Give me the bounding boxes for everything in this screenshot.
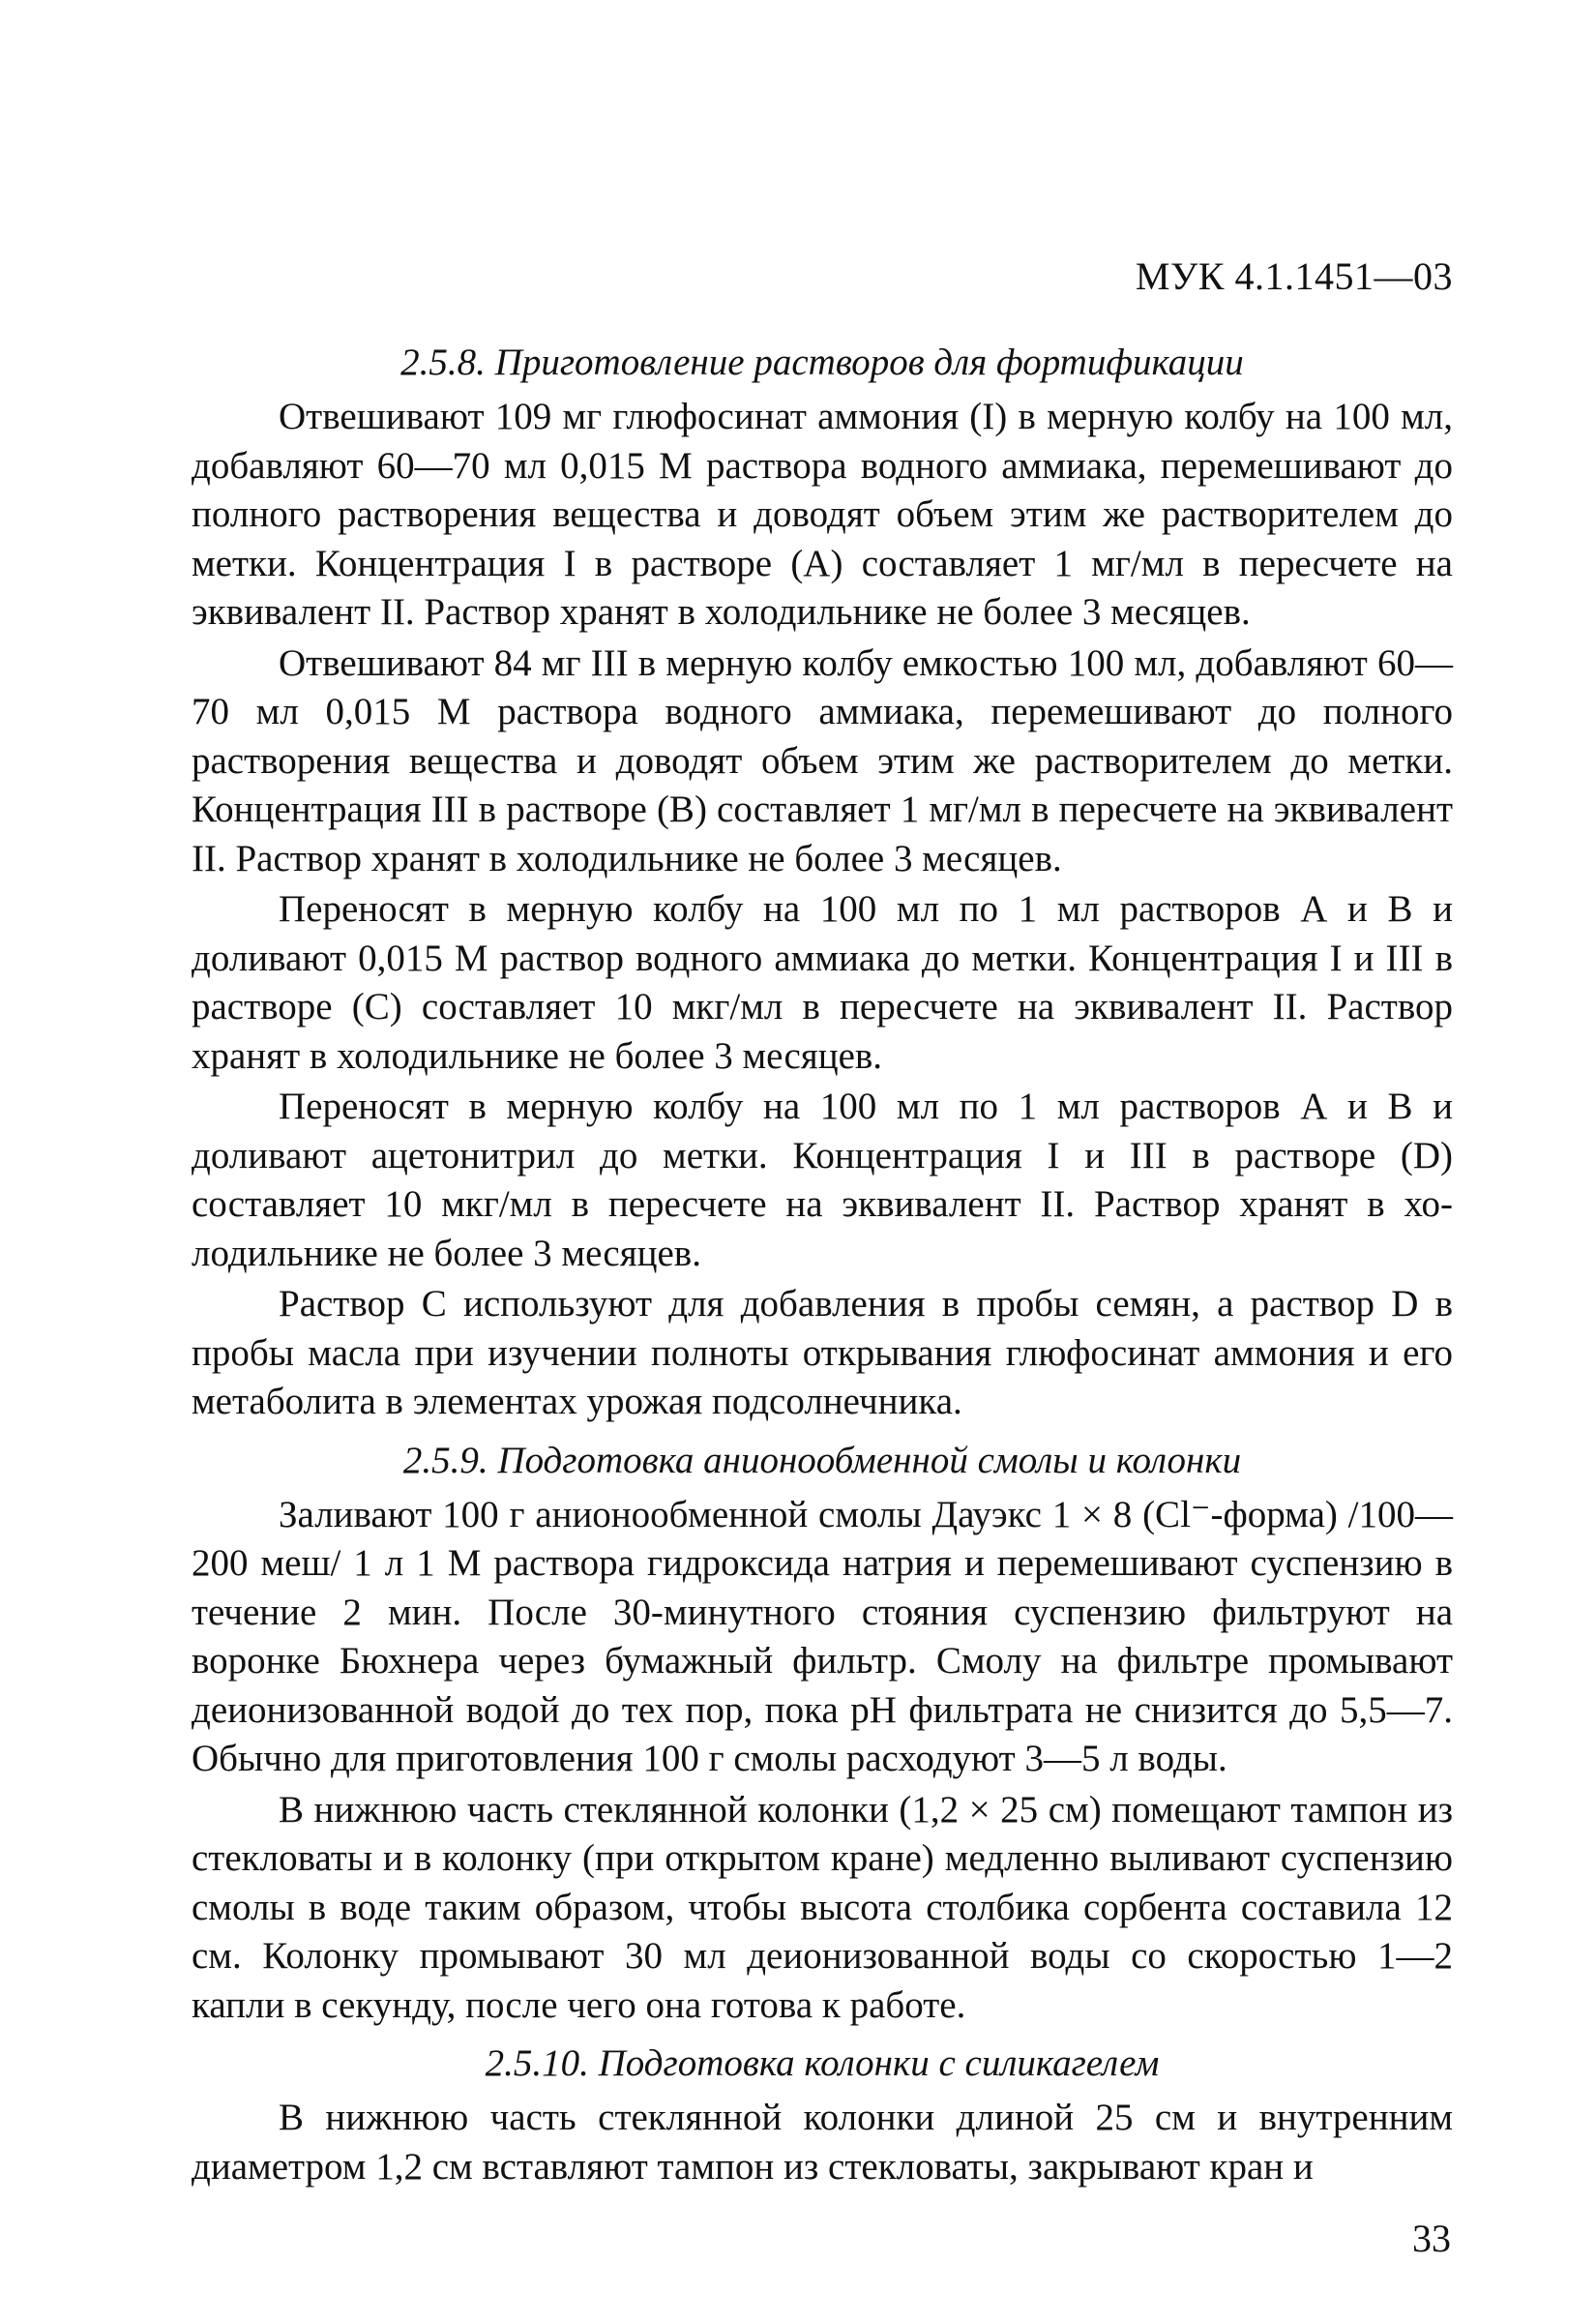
- paragraph: Отвешивают 109 мг глюфосинат аммония (I) в мерную колбу на 100 мл, добавляют 60—70 мл 0,015 М раствора водного аммиака, перемешивают до полного растворения вещества и доводят объем этим же растворителем до метки. Концентрация I в растворе (А) составляет 1 мг/мл в пересчете на эквивалент II. Раствор хранят в холодильнике не более 3 месяцев.: [192, 396, 1453, 633]
- page-number: 33: [1412, 2217, 1451, 2260]
- section-title-2-5-8: 2.5.8. Приготовление растворов для фортификации: [400, 342, 1244, 383]
- paragraph: Переносят в мерную колбу на 100 мл по 1 мл растворов А и В и доливают ацетонитрил до метки. Концентрация I и III в растворе (D) составляет 10 мкг/мл в пересчете на эквивалент II. Раствор хранят в холодильнике не более 3 месяцев.: [192, 1086, 1453, 1274]
- section-title-2-5-9: 2.5.9. Подготовка анионообменной смолы и колонки: [402, 1439, 1242, 1481]
- document-code: МУК 4.1.1451—03: [1135, 254, 1453, 298]
- paragraph: Раствор С используют для добавления в пробы семян, а раствор D в пробы масла при изучении полноты открывания глюфосинат аммония и его метаболита в элементах урожая подсолнечника.: [192, 1283, 1453, 1422]
- section-title-2-5-10: 2.5.10. Подготовка колонки с силикагелем: [485, 2042, 1160, 2084]
- paragraph: В нижнюю часть стеклянной колонки (1,2 × 25 см) помещают тампон из стекловаты и в колонку (при открытом кране) медленно выливают суспензию смолы в воде таким образом, чтобы высота столбика сорбента составила 12 см. Колонку промывают 30 мл деионизованной воды со скоростью 1—2 капли в секунду, после чего она готова к работе.: [192, 1788, 1453, 2026]
- paragraph: В нижнюю часть стеклянной колонки длиной 25 см и внутренним диаметром 1,2 см вставляют тампон из стекловаты, закрывают кран и: [192, 2097, 1453, 2188]
- paragraph: Переносят в мерную колбу на 100 мл по 1 мл растворов А и В и доливают 0,015 М раствор водного аммиака до метки. Концентрация I и III в растворе (С) составляет 10 мкг/мл в пересчете на эквивалент II. Раствор хранят в холодильнике не более 3 месяцев.: [192, 888, 1453, 1077]
- paragraph: Отвешивают 84 мг III в мерную колбу емкостью 100 мл, добавляют 60—70 мл 0,015 М раствора водного аммиака, перемешивают до полного растворения вещества и доводят объем этим же растворителем до метки. Концентрация III в растворе (В) составляет 1 мг/мл в пересчете на эквивалент II. Раствор хранят в холодильнике не более 3 месяцев.: [192, 641, 1453, 879]
- document-body: [192, 339, 1453, 2193]
- paragraph: Заливают 100 г анионообменной смолы Дауэкс 1 × 8 (Cl⁻-форма) /100—200 меш/ 1 л 1 М раствора гидроксида натрия и перемешивают суспензию в течение 2 мин. После 30-минутного стояния суспензию фильтруют на воронке Бюхнера через бумажный фильтр. Смолу на фильтре промывают деионизованной водой до тех пор, пока pH фильтрата не снизится до 5,5—7. Обычно для приготовления 100 г смолы расходуют 3—5 л воды.: [192, 1493, 1453, 1779]
